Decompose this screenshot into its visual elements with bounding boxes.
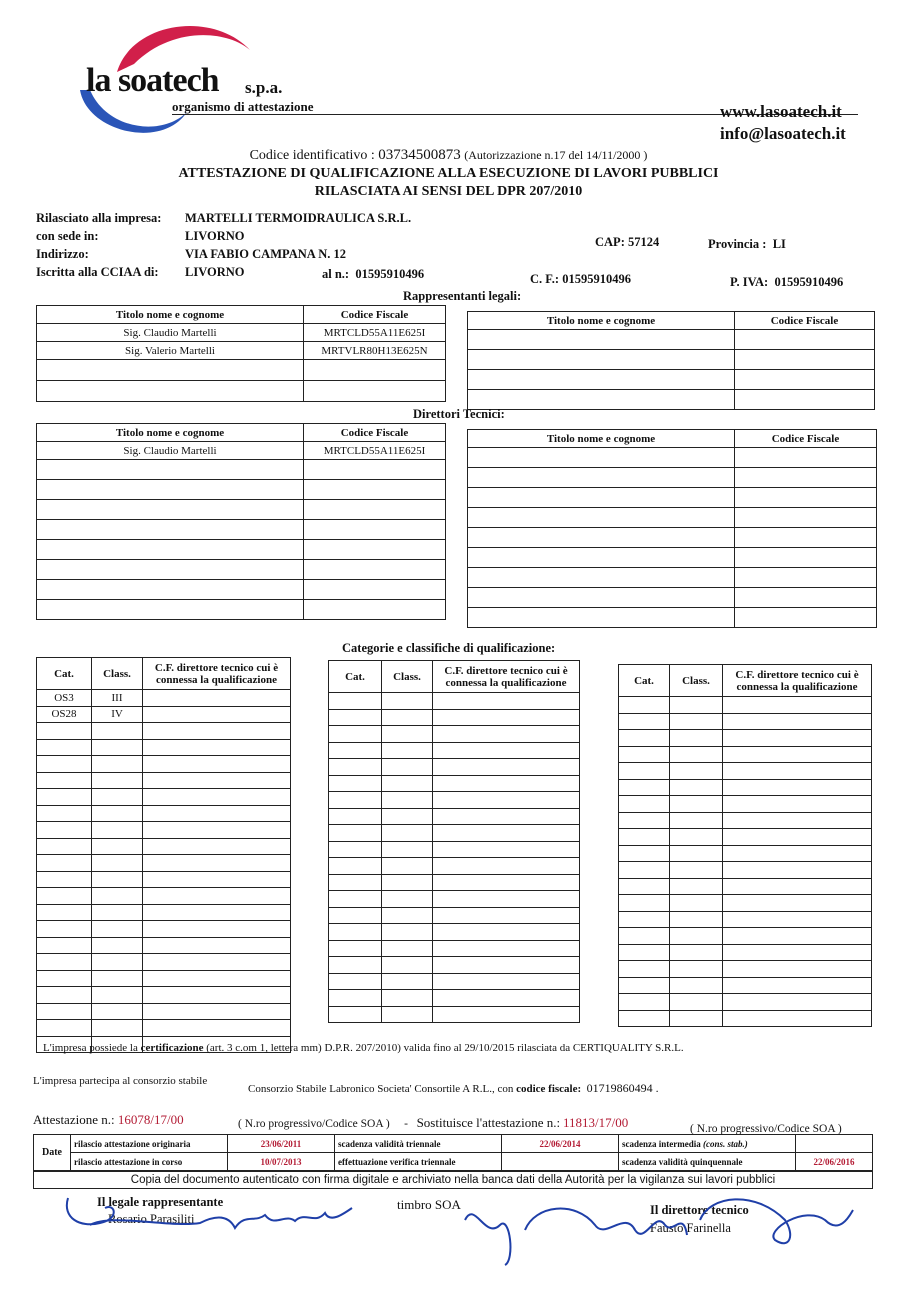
table-row: [329, 907, 580, 924]
table-cell: [670, 779, 723, 796]
table-row: [37, 838, 291, 855]
categories-heading: Categorie e classifiche di qualificazione:: [342, 641, 556, 655]
table-row: [37, 822, 291, 839]
table-cell: [37, 937, 92, 954]
table-cell: [723, 779, 872, 796]
table-cell: [143, 954, 291, 971]
table-row: [329, 891, 580, 908]
categories-table-3: Cat. Class. C.F. direttore tecnico cui è connessa la qualificazione: [618, 664, 872, 1027]
table-cell: [433, 990, 580, 1007]
table-cell: [433, 957, 580, 974]
table-cell: [92, 970, 143, 987]
table-row: [329, 940, 580, 957]
table-cell: [37, 855, 92, 872]
cap: CAP: 57124: [595, 235, 660, 249]
table-cell: [143, 987, 291, 1004]
copy-note: Copia del documento autenticato con firma digitale e archiviato nella banca dati della Autorità per la vigilanza sui lavori pubblici: [33, 1171, 873, 1189]
table-cell: [92, 1003, 143, 1020]
table-row: [329, 693, 580, 710]
table-cell: [382, 858, 433, 875]
cciaa-value: LIVORNO: [185, 265, 245, 279]
table-cell: [670, 895, 723, 912]
table-cell: [92, 954, 143, 971]
table-cell: [37, 723, 92, 740]
table-cell: [433, 792, 580, 809]
table-cell: [433, 841, 580, 858]
table-cell: [619, 713, 670, 730]
table-row: [329, 792, 580, 809]
table-cell: [723, 812, 872, 829]
table-cell: [433, 726, 580, 743]
table-cell: [329, 825, 382, 842]
table-cell: [143, 789, 291, 806]
table-cell: [670, 928, 723, 945]
table-cell: [670, 763, 723, 780]
table-cell: [723, 713, 872, 730]
table-row: [37, 756, 291, 773]
table-cell: [92, 772, 143, 789]
table-row: [619, 779, 872, 796]
table-row: [329, 858, 580, 875]
table-cell: [143, 871, 291, 888]
table-cell: [382, 940, 433, 957]
table-row: [329, 726, 580, 743]
table-cell: [92, 937, 143, 954]
table-row: Sig. Claudio Martelli MRTCLD55A11E625I: [37, 324, 446, 342]
table-cell: [329, 924, 382, 941]
table-row: [619, 796, 872, 813]
table-cell: [670, 961, 723, 978]
cf: C. F.: 01595910496: [530, 272, 631, 286]
email: info@lasoatech.it: [720, 124, 846, 143]
table-cell: [619, 994, 670, 1011]
table-row: [619, 961, 872, 978]
table-cell: [723, 961, 872, 978]
piva: P. IVA: 01595910496: [730, 275, 844, 289]
table-cell: [37, 904, 92, 921]
table-cell: [143, 855, 291, 872]
table-cell: [143, 838, 291, 855]
table-cell: [619, 763, 670, 780]
table-row: [619, 812, 872, 829]
table-cell: [37, 970, 92, 987]
sede-value: LIVORNO: [185, 229, 245, 243]
legal-reps-table-right: Titolo nome e cognome Codice Fiscale: [467, 311, 875, 410]
table-cell: [723, 746, 872, 763]
table-cell: [433, 775, 580, 792]
table-cell: [143, 756, 291, 773]
certification-line: L'impresa possiede la certificazione (art. 3 c.om 1, lettera mm) D.P.R. 207/2010) valida fino al 29/10/2015 rilasciata da CERTIQUALITY S.R.L.: [43, 1042, 684, 1054]
table-cell: [143, 904, 291, 921]
table-row: [329, 742, 580, 759]
table-cell: [670, 746, 723, 763]
table-cell: [329, 792, 382, 809]
table-cell: [619, 862, 670, 879]
table-cell: [329, 742, 382, 759]
table-cell: [433, 808, 580, 825]
table-cell: [723, 994, 872, 1011]
table-row: OS3 III: [37, 690, 291, 707]
table-cell: [143, 888, 291, 905]
table-row: [37, 1020, 291, 1037]
table-cell: [37, 871, 92, 888]
table-row: Sig. Valerio Martelli MRTVLR80H13E625N: [37, 342, 446, 360]
table-cell: [670, 862, 723, 879]
table-cell: [382, 759, 433, 776]
table-cell: [92, 1020, 143, 1037]
table-cell: [723, 829, 872, 846]
table-cell: [723, 911, 872, 928]
table-cell: [723, 697, 872, 714]
table-cell: [619, 911, 670, 928]
table-cell: [723, 1010, 872, 1027]
table-cell: [92, 739, 143, 756]
table-row: [329, 990, 580, 1007]
table-row: [329, 709, 580, 726]
table-cell: [92, 904, 143, 921]
indirizzo-label: Indirizzo:: [36, 247, 89, 261]
table-cell: [619, 944, 670, 961]
table-cell: [670, 1010, 723, 1027]
table-cell: [37, 987, 92, 1004]
cciaa-label: Iscritta alla CCIAA di:: [36, 265, 159, 279]
table-row: [619, 911, 872, 928]
table-row: [37, 855, 291, 872]
table-row: [619, 763, 872, 780]
consortium-label: L'impresa partecipa al consorzio stabile: [33, 1075, 208, 1087]
table-cell: [670, 977, 723, 994]
table-row: [619, 977, 872, 994]
sede-label: con sede in:: [36, 229, 99, 243]
table-cell: [382, 841, 433, 858]
table-cell: [143, 772, 291, 789]
table-cell: [92, 871, 143, 888]
table-cell: [433, 940, 580, 957]
table-cell: [619, 845, 670, 862]
table-cell: [723, 895, 872, 912]
table-row: [37, 723, 291, 740]
table-cell: [143, 970, 291, 987]
table-cell: [670, 845, 723, 862]
table-cell: [382, 907, 433, 924]
table-cell: [382, 874, 433, 891]
col-name-header: Titolo nome e cognome: [37, 306, 304, 324]
table-row: [37, 888, 291, 905]
attestation-note-2: ( N.ro progressivo/Codice SOA ): [690, 1123, 842, 1135]
table-cell: [37, 888, 92, 905]
table-row: [619, 845, 872, 862]
tech-directors-heading: Direttori Tecnici:: [413, 407, 505, 421]
table-row: [37, 805, 291, 822]
tech-directors-table-left: Titolo nome e cognome Codice Fiscale Sig. Claudio Martelli MRTCLD55A11E625I: [36, 423, 446, 620]
table-cell: [382, 825, 433, 842]
table-cell: [670, 812, 723, 829]
table-row: [37, 739, 291, 756]
table-row: [619, 829, 872, 846]
table-cell: [143, 805, 291, 822]
col-cf-header: Codice Fiscale: [304, 306, 446, 324]
table-cell: [670, 697, 723, 714]
table-cell: [433, 759, 580, 776]
table-row: [619, 713, 872, 730]
table-row: [619, 1010, 872, 1027]
table-cell: [329, 858, 382, 875]
table-cell: [329, 759, 382, 776]
table-row: [37, 789, 291, 806]
table-cell: [92, 855, 143, 872]
table-cell: [670, 730, 723, 747]
attestation-note: ( N.ro progressivo/Codice SOA ) - Sostituisce l'attestazione n.: 11813/17/00: [238, 1115, 629, 1130]
table-cell: [433, 907, 580, 924]
categories-table-1: Cat. Class. C.F. direttore tecnico cui è connessa la qualificazione OS3 III OS28 IV: [36, 657, 291, 1053]
table-row: [37, 937, 291, 954]
table-row: [329, 759, 580, 776]
table-cell: [670, 829, 723, 846]
table-cell: [143, 822, 291, 839]
table-row: [329, 775, 580, 792]
legal-rep-signature-icon: [60, 1183, 360, 1243]
table-cell: [670, 878, 723, 895]
rilasciato-label: Rilasciato alla impresa:: [36, 211, 162, 225]
table-cell: [723, 878, 872, 895]
table-cell: [92, 756, 143, 773]
table-cell: [433, 924, 580, 941]
table-cell: [619, 895, 670, 912]
table-cell: [329, 726, 382, 743]
table-cell: [143, 937, 291, 954]
table-cell: [619, 977, 670, 994]
legal-rep-title: Il legale rappresentante: [97, 1195, 224, 1209]
table-cell: [382, 957, 433, 974]
table-cell: [37, 838, 92, 855]
table-cell: [619, 796, 670, 813]
table-cell: [723, 763, 872, 780]
table-row: [329, 825, 580, 842]
table-row: [619, 928, 872, 945]
table-cell: [37, 921, 92, 938]
table-row: [329, 808, 580, 825]
logo-suffix: s.p.a.: [245, 78, 283, 97]
table-row: [37, 921, 291, 938]
table-cell: [329, 907, 382, 924]
table-cell: [382, 973, 433, 990]
table-cell: [433, 858, 580, 875]
categories-table-2: Cat. Class. C.F. direttore tecnico cui è connessa la qualificazione: [328, 660, 580, 1023]
table-cell: [143, 921, 291, 938]
table-cell: [723, 977, 872, 994]
table-row: [329, 957, 580, 974]
tech-dir-name: Fausto Farinella: [650, 1221, 731, 1235]
table-cell: [619, 829, 670, 846]
table-row: [37, 970, 291, 987]
table-cell: [329, 1006, 382, 1023]
table-cell: [670, 944, 723, 961]
table-cell: [329, 808, 382, 825]
table-cell: [92, 723, 143, 740]
table-cell: [619, 961, 670, 978]
table-cell: [37, 805, 92, 822]
table-cell: [382, 1006, 433, 1023]
table-cell: [670, 994, 723, 1011]
table-cell: [329, 693, 382, 710]
table-row: [619, 862, 872, 879]
indirizzo-value: VIA FABIO CAMPANA N. 12: [185, 247, 346, 261]
table-row: [619, 994, 872, 1011]
table-cell: [382, 693, 433, 710]
table-cell: [37, 1020, 92, 1037]
table-row: [37, 360, 446, 381]
table-row: [37, 987, 291, 1004]
table-cell: [92, 822, 143, 839]
table-cell: [433, 742, 580, 759]
tech-directors-table-right: Titolo nome e cognome Codice Fiscale: [467, 429, 877, 628]
company-name: MARTELLI TERMOIDRAULICA S.R.L.: [185, 211, 412, 225]
legal-reps-heading: Rappresentanti legali:: [403, 289, 522, 303]
table-cell: [723, 796, 872, 813]
logo-tagline: organismo di attestazione: [172, 99, 314, 114]
table-cell: [382, 891, 433, 908]
table-cell: [619, 746, 670, 763]
logo-name: la soatech: [86, 62, 219, 99]
table-cell: [433, 1006, 580, 1023]
table-cell: [92, 921, 143, 938]
legal-rep-name: Rosario Parasiliti: [108, 1212, 195, 1226]
table-row: [329, 973, 580, 990]
attestation-line: Attestazione n.: 16078/17/00: [33, 1112, 184, 1127]
table-cell: [37, 822, 92, 839]
table-cell: [37, 789, 92, 806]
table-row: [329, 874, 580, 891]
code-line: Codice identificativo : 03734500873 (Autorizzazione n.17 del 14/11/2000 ): [249, 147, 648, 163]
website: www.lasoatech.it: [720, 102, 842, 121]
dates-table: Date rilascio attestazione originaria 23/06/2011 scadenza validità triennale 22/06/2014 scadenza intermedia (cons. stab.) rilascio attestazione in corso 10/07/2013 effettuazione verifica triennale scadenza validità quinquennale 22/06/2016: [33, 1134, 873, 1171]
table-row: [619, 895, 872, 912]
table-cell: [433, 693, 580, 710]
consortium-line: Consorzio Stabile Labronico Societa' Consortile A R.L., con codice fiscale: 01719860494 .: [248, 1081, 659, 1095]
table-cell: [723, 862, 872, 879]
table-cell: [329, 891, 382, 908]
table-cell: [329, 973, 382, 990]
table-cell: [619, 812, 670, 829]
table-row: OS28 IV: [37, 706, 291, 723]
table-cell: [329, 709, 382, 726]
table-cell: [619, 1010, 670, 1027]
table-row: [619, 746, 872, 763]
table-cell: [329, 957, 382, 974]
table-cell: [92, 805, 143, 822]
table-cell: [382, 775, 433, 792]
doc-title: ATTESTAZIONE DI QUALIFICAZIONE ALLA ESECUZIONE DI LAVORI PUBBLICI: [178, 166, 719, 181]
table-row: [329, 1006, 580, 1023]
table-cell: [670, 713, 723, 730]
table-cell: [670, 796, 723, 813]
table-cell: [433, 891, 580, 908]
table-cell: [619, 878, 670, 895]
table-cell: [143, 1003, 291, 1020]
table-cell: [143, 1020, 291, 1037]
table-cell: [329, 874, 382, 891]
table-cell: [37, 1003, 92, 1020]
table-cell: [329, 990, 382, 1007]
table-cell: [382, 792, 433, 809]
table-cell: [433, 874, 580, 891]
table-row: [329, 841, 580, 858]
table-cell: [382, 726, 433, 743]
table-cell: [37, 739, 92, 756]
table-cell: [329, 940, 382, 957]
table-cell: [619, 928, 670, 945]
table-cell: [619, 779, 670, 796]
table-row: Sig. Claudio Martelli MRTCLD55A11E625I: [37, 442, 446, 460]
provincia: Provincia : LI: [708, 237, 786, 251]
table-row: [37, 904, 291, 921]
table-cell: [723, 944, 872, 961]
table-cell: [619, 730, 670, 747]
table-row: [619, 697, 872, 714]
table-cell: [723, 928, 872, 945]
table-row: [329, 924, 580, 941]
aln: al n.: 01595910496: [322, 267, 425, 281]
table-cell: [433, 709, 580, 726]
stamp-label: timbro SOA: [397, 1197, 461, 1212]
table-cell: [37, 756, 92, 773]
table-cell: [37, 772, 92, 789]
table-cell: [619, 697, 670, 714]
legal-reps-table-left: [36, 305, 446, 402]
table-row: [619, 878, 872, 895]
table-cell: [670, 911, 723, 928]
table-cell: [92, 888, 143, 905]
table-cell: [37, 954, 92, 971]
table-row: [619, 730, 872, 747]
table-row: [619, 944, 872, 961]
table-cell: [433, 825, 580, 842]
tech-dir-title: Il direttore tecnico: [650, 1203, 749, 1217]
table-cell: [143, 723, 291, 740]
table-cell: [143, 739, 291, 756]
table-cell: [329, 841, 382, 858]
table-row: [37, 772, 291, 789]
table-cell: [382, 808, 433, 825]
table-cell: [382, 742, 433, 759]
table-row: [37, 1003, 291, 1020]
table-cell: [723, 845, 872, 862]
table-cell: [92, 987, 143, 1004]
table-cell: [723, 730, 872, 747]
table-cell: [382, 924, 433, 941]
table-row: [37, 954, 291, 971]
table-cell: [92, 789, 143, 806]
table-row: [37, 381, 446, 402]
table-cell: [382, 709, 433, 726]
table-cell: [329, 775, 382, 792]
table-cell: [433, 973, 580, 990]
doc-subtitle: RILASCIATA AI SENSI DEL DPR 207/2010: [314, 184, 583, 199]
table-cell: [382, 990, 433, 1007]
tech-dir-signature-icon: [455, 1180, 855, 1270]
table-row: [37, 871, 291, 888]
table-cell: [92, 838, 143, 855]
